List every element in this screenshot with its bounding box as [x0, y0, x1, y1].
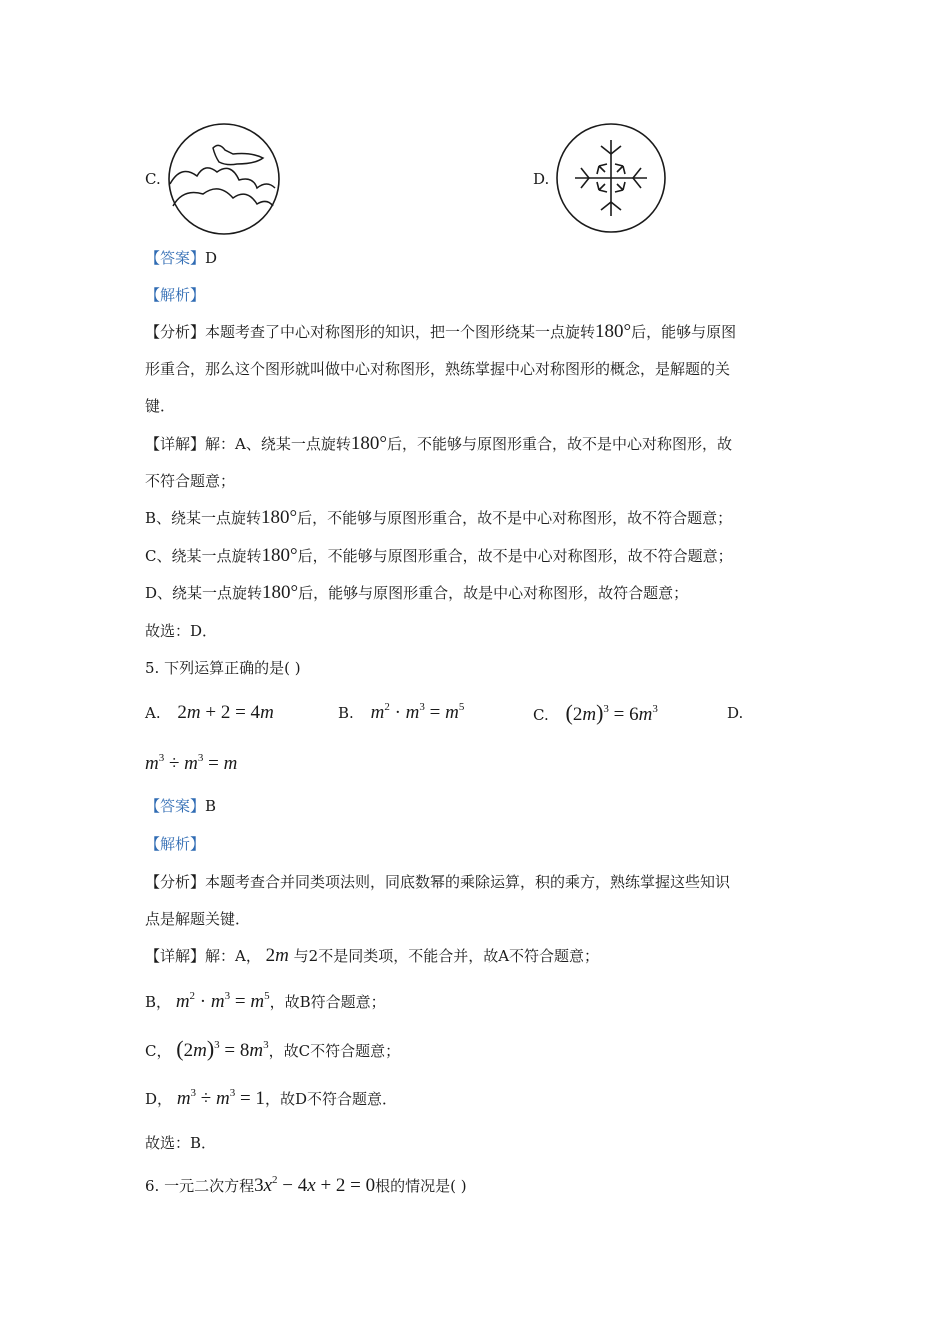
q4-xiangjie-b: B、绕某一点旋转180°后，不能够与原图形重合，故不是中心对称图形，故不符合题意；: [145, 507, 733, 528]
q4-fenxi-line3: 键．: [145, 397, 176, 415]
q5-option-b: B. $m^2 \cdot m^3 = m^5$: [338, 701, 465, 723]
q5-option-d-expr: $m^3 \div m^3 = m$: [145, 752, 238, 774]
q5-xiangjie-c: C， $(2m)^3 = 8m^3$，故C不符合题意；: [145, 1036, 401, 1061]
q5-fenxi-line2: 点是解题关键．: [145, 910, 251, 928]
q5-option-d-label: D.: [727, 704, 744, 722]
q4-xiangjie-d: D、绕某一点旋转180°后，能够与原图形重合，故是中心对称图形，故符合题意；: [145, 582, 689, 603]
q4-analysis-tag: 【解析】: [145, 286, 206, 304]
q4-xiangjie-a-cont: 不符合题意；: [145, 472, 236, 490]
q5-answer-line: 【答案】B: [145, 797, 217, 815]
q4-fenxi-line2: 形重合，那么这个图形就叫做中心对称图形，熟练掌握中心对称图形的概念，是解题的关: [145, 360, 731, 378]
option-c-label: C.: [145, 170, 161, 188]
q5-option-a: A. 2m + 2 = 4m: [145, 702, 274, 723]
q5-option-c: C. $(2m)^3 = 6m^3$: [533, 700, 658, 725]
cloud-bird-figure: [167, 122, 281, 236]
q5-xiangjie-d: D， $m^3 \div m^3 = 1$，故D不符合题意．: [145, 1087, 397, 1109]
q4-xiangjie-a: 【详解】解：A、绕某一点旋转180°后，不能够与原图形重合，故不是中心对称图形，故: [145, 433, 732, 454]
q5-analysis-tag: 【解析】: [145, 835, 206, 853]
q5-stem: 5. 下列运算正确的是( ): [145, 659, 301, 677]
q4-answer-line: [145, 246, 217, 270]
q4-fenxi-line1: 【分析】本题考查了中心对称图形的知识，把一个图形绕某一点旋转180°后，能够与原图: [145, 321, 737, 342]
q4-xiangjie-c: C、绕某一点旋转180°后，不能够与原图形重合，故不是中心对称图形，故不符合题意；: [145, 545, 733, 566]
answer-value: D: [205, 249, 218, 267]
q5-fenxi-line1: 【分析】本题考查合并同类项法则，同底数幂的乘除运算，积的乘方，熟练掌握这些知识: [145, 873, 731, 891]
snowflake-figure: [555, 122, 667, 234]
answer-tag: 【答案】: [145, 249, 206, 267]
option-d-label: D.: [533, 170, 550, 188]
q5-xiangjie-b: B， $m^2 \cdot m^3 = m^5$，故B符合题意；: [145, 990, 386, 1012]
q5-xiangjie-a: 【详解】解：A， 2m 与2不是同类项，不能合并，故A不符合题意；: [145, 945, 600, 966]
q5-conclusion: 故选：B．: [145, 1134, 217, 1152]
q6-stem: 6. 一元二次方程$3x^2 - 4x + 2 = 0$根的情况是( ): [145, 1174, 467, 1196]
q4-conclusion: 故选：D．: [145, 622, 218, 640]
